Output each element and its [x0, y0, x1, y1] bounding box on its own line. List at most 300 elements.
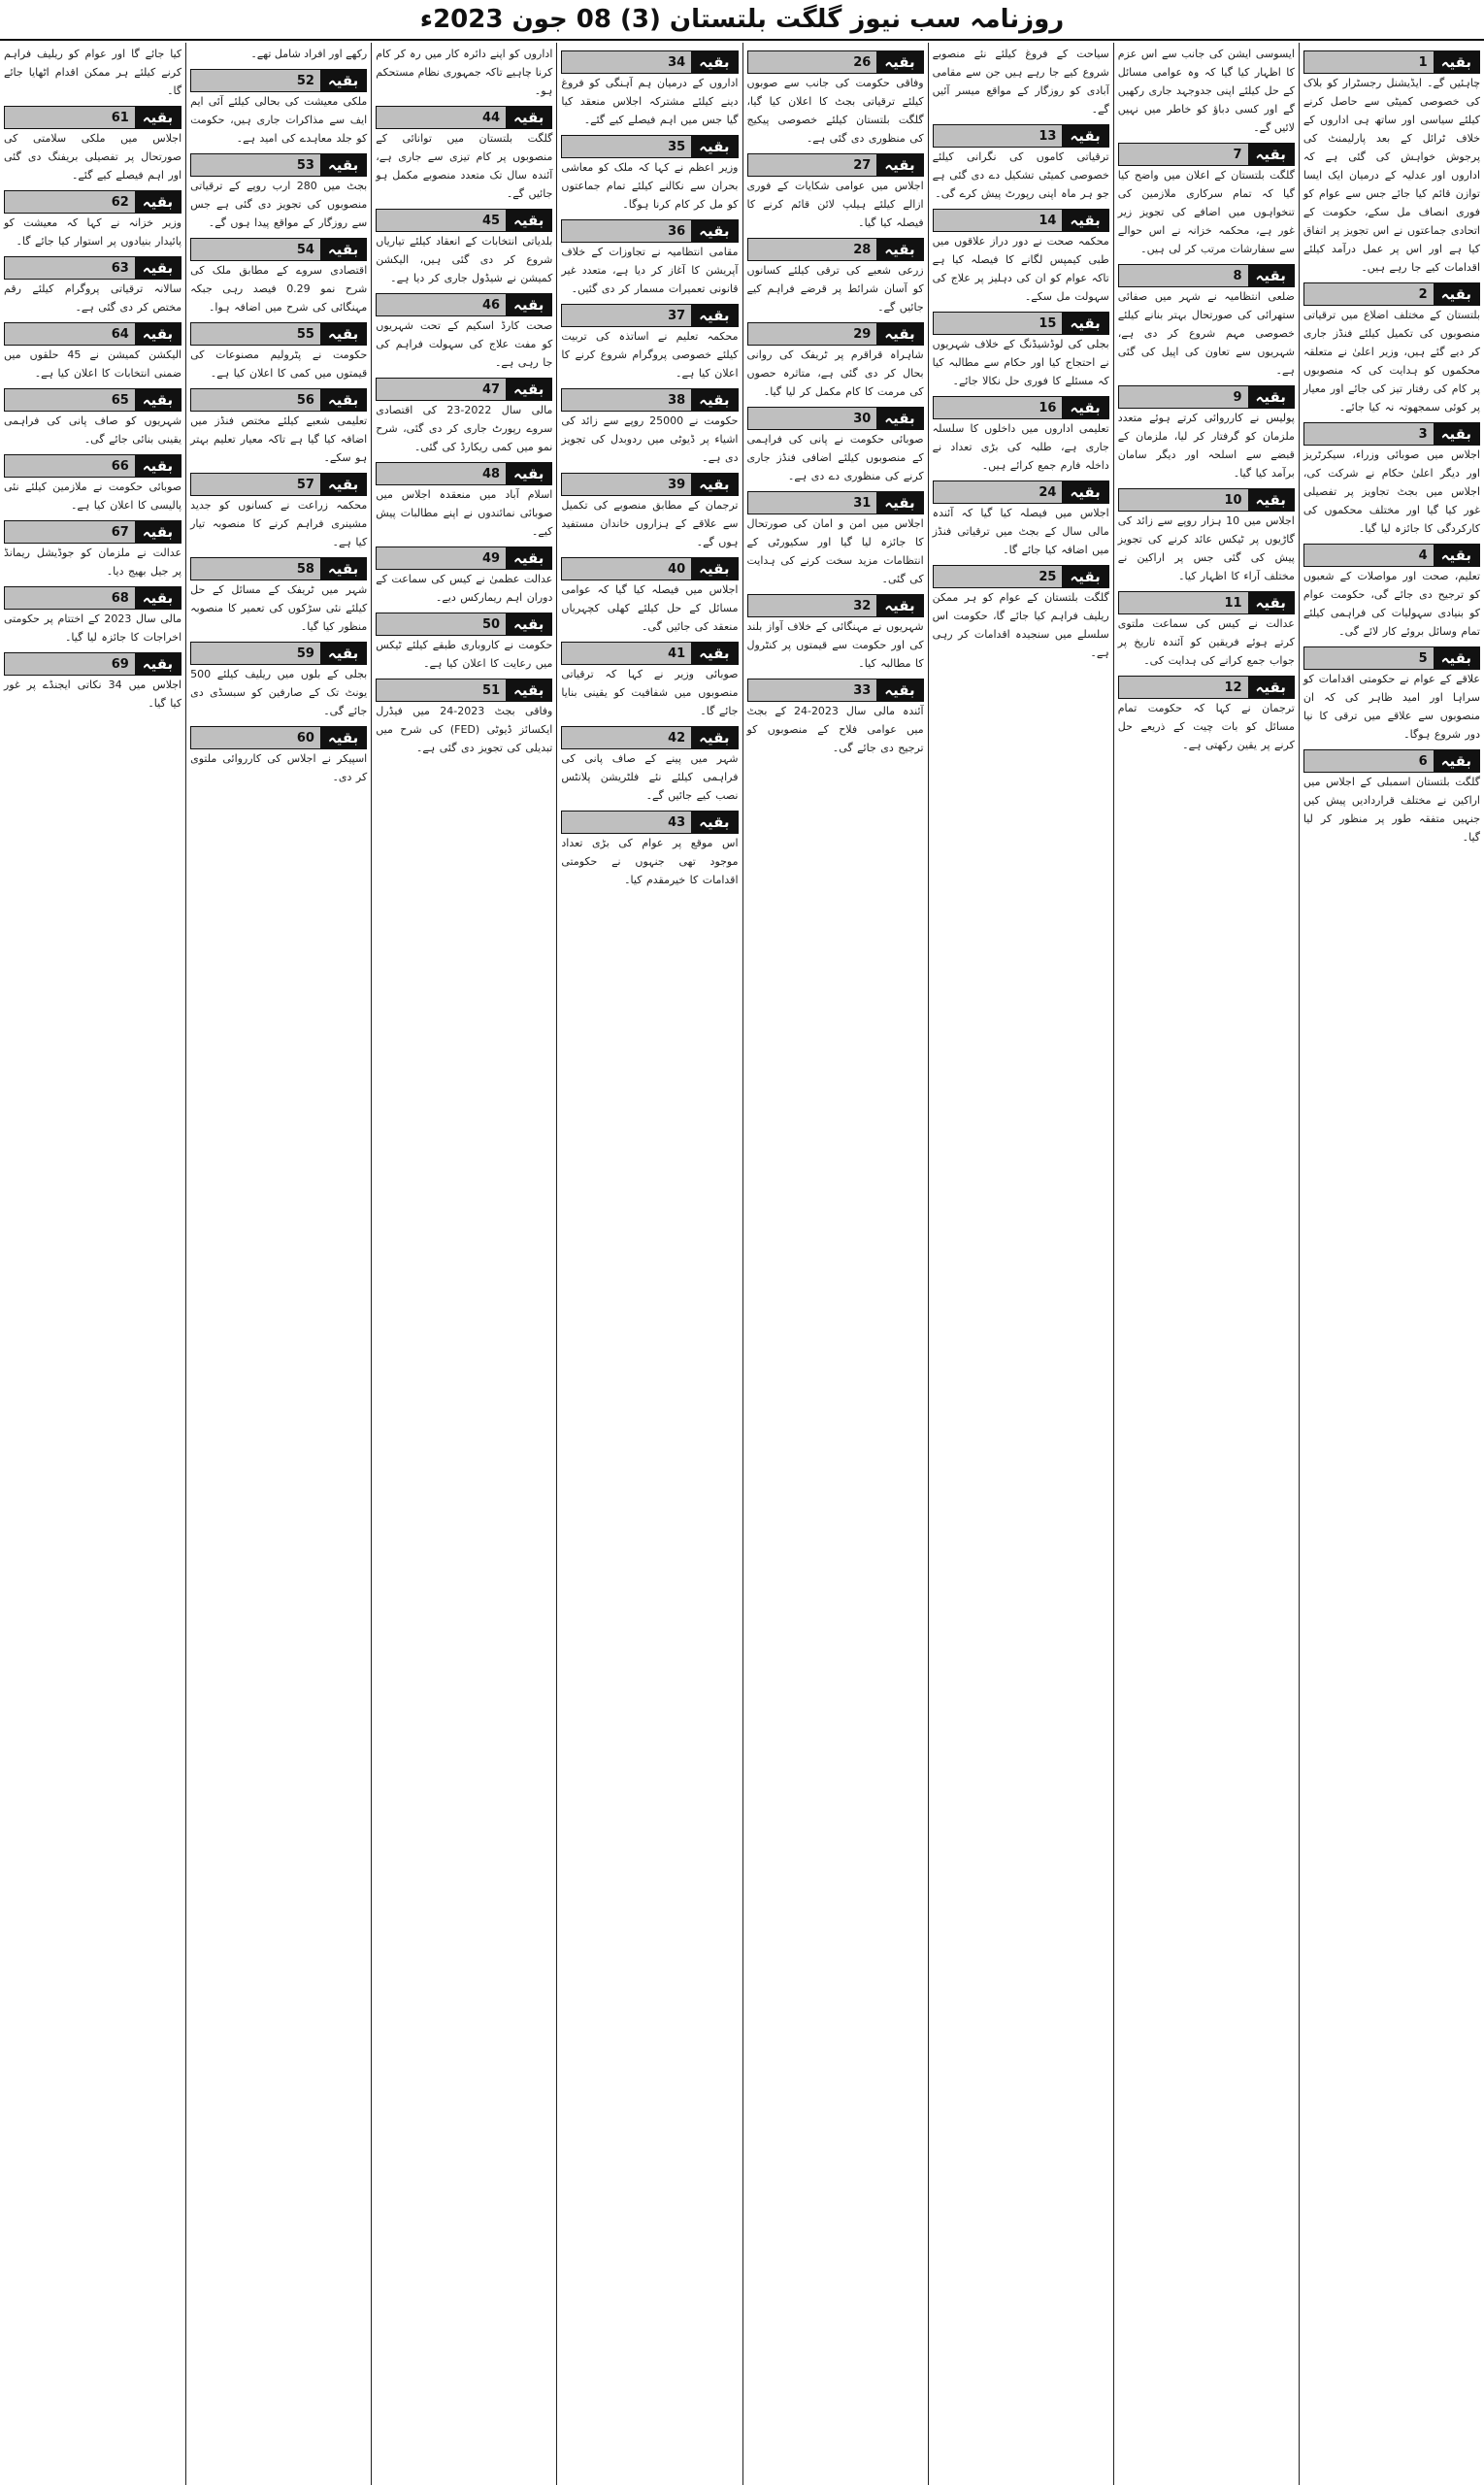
- continued-label: بقیہ: [691, 643, 737, 664]
- continued-body-text: اسلام آباد میں منعقدہ اجلاس میں صوبائی نمائندوں نے اپنے مطالبات پیش کیے۔: [376, 488, 553, 538]
- continued-number: 29: [748, 323, 877, 345]
- continued-number: 38: [562, 389, 691, 411]
- continuation-box: [1303, 422, 1480, 538]
- continued-number: 32: [748, 595, 877, 616]
- continued-badge: [561, 135, 738, 158]
- continued-body-text: شاہراہ قراقرم پر ٹریفک کی روانی بحال کر دی گئی ہے، متاثرہ حصوں کی مرمت کا کام مکمل کر لیا گیا۔: [746, 348, 924, 398]
- continued-number: 60: [191, 727, 320, 748]
- continued-number: 27: [748, 154, 877, 176]
- continuation-box: [4, 388, 181, 448]
- continued-body-text: بجلی کی لوڈشیڈنگ کے خلاف شہریوں نے احتجاج کیا اور حکام سے مطالبہ کیا کہ مسئلے کا فوری حل نکالا جائے۔: [932, 338, 1109, 387]
- continued-badge: [4, 454, 181, 478]
- continued-number: 41: [562, 643, 691, 664]
- continued-badge: [933, 312, 1109, 335]
- continuation-box: [4, 106, 181, 184]
- continued-badge: [376, 293, 552, 316]
- continued-body-text: زرعی شعبے کی ترقی کیلئے کسانوں کو آسان شرائط پر قرضے فراہم کیے جائیں گے۔: [746, 264, 924, 314]
- continuation-box: [933, 312, 1109, 390]
- continued-badge: [1118, 591, 1295, 614]
- continued-badge: [1303, 749, 1480, 773]
- continued-body-text: گلگت بلتستان کے اعلان میں واضح کیا گیا کہ تمام سرکاری ملازمین کی تنخواہوں میں اضافے کی تجویز زیر غور ہے، محکمہ خزانہ نے اس حوالے سے سفارشات مرتب کر لی ہیں۔: [1117, 169, 1295, 255]
- continued-number: 50: [377, 613, 506, 635]
- continued-badge: [1303, 50, 1480, 74]
- continued-number: 59: [191, 643, 320, 664]
- continued-badge: [1118, 264, 1295, 287]
- continued-body-text: عدالت نے کیس کی سماعت ملتوی کرتے ہوئے فریقین کو آئندہ تاریخ پر جواب جمع کرانے کی ہدایت کی۔: [1117, 617, 1295, 667]
- continued-label: بقیہ: [1434, 423, 1479, 445]
- continued-badge: [561, 473, 738, 496]
- continued-body-text: وزیر اعظم نے کہا کہ ملک کو معاشی بحران سے نکالنے کیلئے تمام جماعتوں کو مل کر کام کرنا ہوگا۔: [561, 161, 739, 211]
- continued-badge: [561, 219, 738, 243]
- continued-label: بقیہ: [1248, 386, 1294, 408]
- continued-label: بقیہ: [135, 389, 181, 411]
- continued-badge: [190, 238, 367, 261]
- continuation-box: [747, 153, 924, 232]
- continued-badge: [747, 594, 924, 617]
- continuation-box: [933, 480, 1109, 559]
- continued-number: 8: [1119, 265, 1248, 286]
- continued-number: 69: [5, 653, 135, 675]
- continuation-box: [1118, 264, 1295, 380]
- continued-label: بقیہ: [506, 294, 551, 315]
- continued-body-text: اجلاس میں 10 ہزار روپے سے زائد کی گاڑیوں پر ٹیکس عائد کرنے کی تجویز پیش کی گئی جس پر اراکین نے مختلف آراء کا اظہار کیا۔: [1117, 514, 1295, 582]
- continued-number: 47: [377, 379, 506, 400]
- continuation-box: [1118, 385, 1295, 482]
- continued-body-text: وزیر خزانہ نے کہا کہ معیشت کو پائیدار بنیادوں پر استوار کیا جائے گا۔: [4, 216, 182, 248]
- continued-number: 45: [377, 210, 506, 231]
- continued-badge: [376, 613, 552, 636]
- continued-number: 68: [5, 587, 135, 609]
- continued-badge: [190, 726, 367, 749]
- continuation-box: [376, 293, 552, 372]
- continued-label: بقیہ: [1434, 647, 1479, 669]
- continued-label: بقیہ: [1248, 265, 1294, 286]
- continued-label: بقیہ: [1248, 144, 1294, 165]
- column-8: [0, 43, 185, 2485]
- continued-badge: [561, 726, 738, 749]
- continued-number: 52: [191, 70, 320, 91]
- continued-body-text: محکمہ صحت نے دور دراز علاقوں میں طبی کیمپس لگانے کا فیصلہ کیا ہے تاکہ عوام کو ان کی دہلیز پر علاج کی سہولت مل سکے۔: [932, 235, 1109, 303]
- continued-label: بقیہ: [691, 305, 737, 326]
- continued-label: بقیہ: [135, 521, 181, 543]
- continued-number: 6: [1304, 750, 1434, 772]
- continued-body-text: حکومت نے پٹرولیم مصنوعات کی قیمتوں میں کمی کا اعلان کیا ہے۔: [190, 348, 368, 380]
- continued-badge: [561, 557, 738, 580]
- continued-label: بقیہ: [320, 323, 366, 345]
- continued-label: بقیہ: [320, 154, 366, 176]
- continued-label: بقیہ: [1248, 592, 1294, 613]
- continued-number: 5: [1304, 647, 1434, 669]
- continued-body-text: بلتستان کے مختلف اضلاع میں ترقیاتی منصوبوں کی تکمیل کیلئے فنڈز جاری کر دیے گئے ہیں، وزیر اعلیٰ نے متعلقہ محکموں کو ہدایت کی کہ منصوبوں پر کام کی رفتار تیز کی جائے اور معیار پر کوئی سمجھوتہ نہ کیا جائے۔: [1303, 309, 1480, 414]
- continued-body-text: تعلیمی اداروں میں داخلوں کا سلسلہ جاری ہے، طلبہ کی بڑی تعداد نے داخلہ فارم جمع کرائے ہیں۔: [932, 422, 1109, 472]
- continued-badge: [1303, 282, 1480, 306]
- continuation-box: [190, 69, 367, 148]
- continuation-box: [376, 106, 552, 203]
- continued-body-text: شہر میں ٹریفک کے مسائل کے حل کیلئے نئی سڑکوں کی تعمیر کا منصوبہ منظور کیا گیا۔: [190, 583, 368, 633]
- continued-label: بقیہ: [1248, 489, 1294, 511]
- continued-label: بقیہ: [135, 653, 181, 675]
- continued-body-text: حکومت نے 25000 روپے سے زائد کی اشیاء پر ڈیوٹی میں ردوبدل کی تجویز دی ہے۔: [561, 414, 739, 464]
- continued-badge: [190, 322, 367, 346]
- continuation-box: [376, 209, 552, 287]
- continued-badge: [190, 69, 367, 92]
- column-6: [371, 43, 556, 2485]
- continued-body-text: بجلی کے بلوں میں ریلیف کیلئے 500 یونٹ تک کے صارفین کو سبسڈی دی جائے گی۔: [190, 668, 368, 717]
- continued-number: 30: [748, 408, 877, 429]
- continued-badge: [376, 209, 552, 232]
- column-2: [1113, 43, 1299, 2485]
- continuation-box: [561, 726, 738, 805]
- continued-number: 7: [1119, 144, 1248, 165]
- continuation-box: [4, 652, 181, 712]
- column-lead-text: کیا جائے گا اور عوام کو ریلیف فراہم کرنے کیلئے ہر ممکن اقدام اٹھایا جائے گا۔: [4, 48, 182, 97]
- continued-label: بقیہ: [320, 727, 366, 748]
- continued-label: بقیہ: [691, 51, 737, 73]
- continuation-box: [561, 557, 738, 636]
- continued-label: بقیہ: [1434, 545, 1479, 566]
- continued-body-text: مقامی انتظامیہ نے تجاوزات کے خلاف آپریشن کا آغاز کر دیا ہے، متعدد غیر قانونی تعمیرات مسمار کر دی گئیں۔: [561, 246, 739, 295]
- continued-badge: [561, 304, 738, 327]
- continued-label: بقیہ: [1434, 283, 1479, 305]
- continued-body-text: چاہئیں گے۔ ایڈیشنل رجسٹرار کو بلاک کی خصوصی کمیٹی سے حاصل کرنے کیلئے سیاسی اور ساتھ ہی اداروں کے خلاف ٹرائل کے بعد پارلیمنٹ کی پرجوش خواہش کی گئی ہے کہ اداروں اور عدلیہ کے درمیان ایک ایسا توازن قائم کیا جائے جس سے عوام کو فوری انصاف مل سکے، حکومت کے اتحادی جماعتوں نے اس تجویز پر اتفاق کیا ہے اور اس پر عمل درآمد کیلئے اقدامات کیے جا رہے ہیں۔: [1303, 77, 1480, 274]
- continuation-box: [561, 219, 738, 298]
- continued-label: بقیہ: [1062, 313, 1107, 334]
- continued-label: بقیہ: [691, 220, 737, 242]
- continued-number: 36: [562, 220, 691, 242]
- continued-badge: [561, 388, 738, 412]
- continued-number: 15: [934, 313, 1063, 334]
- continuation-box: [1303, 749, 1480, 846]
- continuation-box: [1303, 282, 1480, 416]
- continued-label: بقیہ: [691, 812, 737, 833]
- continuation-box: [747, 679, 924, 757]
- continued-number: 16: [934, 397, 1063, 418]
- continuation-box: [561, 642, 738, 720]
- continuation-box: [190, 238, 367, 316]
- continued-body-text: آئندہ مالی سال 2023-24 کے بجٹ میں عوامی فلاح کے منصوبوں کو ترجیح دی جائے گی۔: [746, 705, 924, 754]
- continued-number: 4: [1304, 545, 1434, 566]
- continued-number: 62: [5, 191, 135, 213]
- continued-label: بقیہ: [1434, 51, 1479, 73]
- continued-label: بقیہ: [1248, 677, 1294, 698]
- continued-number: 1: [1304, 51, 1434, 73]
- masthead-title: روزنامہ سب نیوز گلگت بلتستان (3) 08 جون 2023ء: [419, 5, 1065, 34]
- continued-number: 42: [562, 727, 691, 748]
- continued-body-text: اس موقع پر عوام کی بڑی تعداد موجود تھی جنہوں نے حکومتی اقدامات کا خیرمقدم کیا۔: [561, 837, 739, 886]
- continued-label: بقیہ: [506, 463, 551, 484]
- continued-number: 13: [934, 125, 1063, 147]
- column-1: [1299, 43, 1484, 2485]
- continued-number: 2: [1304, 283, 1434, 305]
- continued-number: 31: [748, 492, 877, 514]
- continuation-box: [933, 209, 1109, 306]
- continued-label: بقیہ: [1062, 566, 1107, 587]
- continuation-box: [4, 190, 181, 250]
- continued-number: 25: [934, 566, 1063, 587]
- column-lead-text: اداروں کو اپنے دائرہ کار میں رہ کر کام کرنا چاہیے تاکہ جمہوری نظام مستحکم ہو۔: [376, 48, 553, 97]
- continued-number: 11: [1119, 592, 1248, 613]
- continued-label: بقیہ: [320, 558, 366, 580]
- continuation-box: [561, 811, 738, 889]
- continued-badge: [747, 153, 924, 177]
- continued-body-text: بلدیاتی انتخابات کے انعقاد کیلئے تیاریاں شروع کر دی گئی ہیں، الیکشن کمیشن نے شیڈول جاری کر دیا ہے۔: [376, 235, 553, 284]
- continued-label: بقیہ: [1062, 481, 1107, 503]
- continued-badge: [933, 396, 1109, 419]
- continued-body-text: بجٹ میں 280 ارب روپے کے ترقیاتی منصوبوں کی تجویز دی گئی ہے جس سے روزگار کے مواقع پیدا ہوں گے۔: [190, 180, 368, 229]
- column-3: [928, 43, 1113, 2485]
- continued-number: 58: [191, 558, 320, 580]
- continuation-box: [561, 388, 738, 467]
- continued-badge: [376, 462, 552, 485]
- continued-body-text: اجلاس میں عوامی شکایات کے فوری ازالے کیلئے ہیلپ لائن قائم کرنے کا فیصلہ کیا گیا۔: [746, 180, 924, 229]
- continuation-box: [1303, 646, 1480, 744]
- continued-badge: [190, 388, 367, 412]
- continued-label: بقیہ: [320, 70, 366, 91]
- continuation-box: [747, 491, 924, 588]
- continued-number: 12: [1119, 677, 1248, 698]
- continued-number: 34: [562, 51, 691, 73]
- continued-badge: [4, 322, 181, 346]
- continued-body-text: اجلاس میں فیصلہ کیا گیا کہ عوامی مسائل کے حل کیلئے کھلی کچہریاں منعقد کی جائیں گی۔: [561, 583, 739, 633]
- continued-badge: [4, 106, 181, 129]
- continued-label: بقیہ: [135, 587, 181, 609]
- continued-number: 51: [377, 679, 506, 701]
- continuation-box: [1303, 50, 1480, 277]
- continued-number: 43: [562, 812, 691, 833]
- continued-body-text: سالانہ ترقیاتی پروگرام کیلئے رقم مختص کر دی گئی ہے۔: [4, 282, 182, 314]
- continued-body-text: صوبائی وزیر نے کہا کہ ترقیاتی منصوبوں میں شفافیت کو یقینی بنایا جائے گا۔: [561, 668, 739, 717]
- continuation-box: [190, 473, 367, 551]
- continued-label: بقیہ: [876, 408, 922, 429]
- continuation-box: [4, 256, 181, 316]
- continued-badge: [933, 565, 1109, 588]
- continued-label: بقیہ: [135, 257, 181, 279]
- continuation-box: [1118, 591, 1295, 670]
- continued-label: بقیہ: [691, 474, 737, 495]
- continuation-box: [933, 124, 1109, 203]
- continued-badge: [1118, 676, 1295, 699]
- continued-body-text: تعلیم، صحت اور مواصلات کے شعبوں کو ترجیح دی جائے گی، حکومت عوام کو بنیادی سہولیات کی فراہمی کیلئے تمام وسائل بروئے کار لائے گی۔: [1303, 570, 1480, 638]
- continued-body-text: صحت کارڈ اسکیم کے تحت شہریوں کو مفت علاج کی سہولت فراہم کی جا رہی ہے۔: [376, 319, 553, 369]
- continued-number: 56: [191, 389, 320, 411]
- continuation-box: [561, 135, 738, 214]
- continued-label: بقیہ: [320, 239, 366, 260]
- continued-badge: [1118, 143, 1295, 166]
- continuation-box: [4, 454, 181, 514]
- continued-badge: [376, 378, 552, 401]
- continued-label: بقیہ: [506, 379, 551, 400]
- continued-number: 57: [191, 474, 320, 495]
- continued-label: بقیہ: [320, 389, 366, 411]
- continued-body-text: شہریوں کو صاف پانی کی فراہمی یقینی بنائی جائے گی۔: [4, 414, 182, 446]
- continued-body-text: شہر میں پینے کے صاف پانی کی فراہمی کیلئے نئے فلٹریشن پلانٹس نصب کیے جائیں گے۔: [561, 752, 739, 802]
- continued-body-text: پولیس نے کارروائی کرتے ہوئے متعدد ملزمان کو گرفتار کر لیا، ملزمان کے قبضے سے اسلحہ اور دیگر سامان برآمد کیا گیا۔: [1117, 412, 1295, 480]
- continued-label: بقیہ: [1062, 397, 1107, 418]
- continued-badge: [747, 491, 924, 514]
- continuation-box: [561, 473, 738, 551]
- continuation-box: [1118, 676, 1295, 754]
- continued-label: بقیہ: [1062, 125, 1107, 147]
- continued-number: 49: [377, 547, 506, 569]
- continued-body-text: وفاقی حکومت کی جانب سے صوبوں کیلئے ترقیاتی بجٹ کا اعلان کیا گیا، گلگت بلتستان کیلئے خصوصی پیکیج کی منظوری دی گئی ہے۔: [746, 77, 924, 145]
- continuation-box: [190, 153, 367, 232]
- continuation-box: [747, 322, 924, 401]
- continued-badge: [190, 153, 367, 177]
- continued-label: بقیہ: [135, 107, 181, 128]
- continued-body-text: ملکی معیشت کی بحالی کیلئے آئی ایم ایف سے مذاکرات جاری ہیں، حکومت کو جلد معاہدے کی امید ہے۔: [190, 95, 368, 145]
- column-lead-text: سیاحت کے فروغ کیلئے نئے منصوبے شروع کیے جا رہے ہیں جن سے مقامی آبادی کو روزگار کے مواقع میسر آئیں گے۔: [932, 48, 1109, 116]
- continued-label: بقیہ: [135, 455, 181, 477]
- continued-body-text: گلگت بلتستان میں توانائی کے منصوبوں پر کام تیزی سے جاری ہے، آئندہ سال تک متعدد منصوبے مکمل ہو جائیں گے۔: [376, 132, 553, 200]
- continued-number: 53: [191, 154, 320, 176]
- continued-number: 39: [562, 474, 691, 495]
- continued-label: بقیہ: [876, 239, 922, 260]
- continued-label: بقیہ: [876, 595, 922, 616]
- continued-badge: [1303, 422, 1480, 446]
- continued-number: 35: [562, 136, 691, 157]
- continued-badge: [4, 190, 181, 214]
- continuation-box: [190, 642, 367, 720]
- continued-body-text: محکمہ تعلیم نے اساتذہ کی تربیت کیلئے خصوصی پروگرام شروع کرنے کا اعلان کیا ہے۔: [561, 330, 739, 380]
- continued-label: بقیہ: [320, 643, 366, 664]
- continued-badge: [561, 811, 738, 834]
- continued-body-text: شہریوں نے مہنگائی کے خلاف آواز بلند کی اور حکومت سے قیمتوں پر کنٹرول کا مطالبہ کیا۔: [746, 620, 924, 670]
- continued-badge: [190, 557, 367, 580]
- continued-number: 24: [934, 481, 1063, 503]
- continued-badge: [1303, 646, 1480, 670]
- continued-number: 10: [1119, 489, 1248, 511]
- continued-number: 44: [377, 107, 506, 128]
- continued-number: 67: [5, 521, 135, 543]
- continued-badge: [933, 209, 1109, 232]
- continued-label: بقیہ: [876, 51, 922, 73]
- column-5: [556, 43, 742, 2485]
- continued-body-text: علاقے کے عوام نے حکومتی اقدامات کو سراہا اور امید ظاہر کی کہ ان منصوبوں سے علاقے میں ترقی کا نیا دور شروع ہوگا۔: [1303, 673, 1480, 741]
- continued-label: بقیہ: [691, 389, 737, 411]
- continued-badge: [747, 679, 924, 702]
- continued-number: 26: [748, 51, 877, 73]
- column-7: [185, 43, 371, 2485]
- continued-body-text: ترجمان نے کہا کہ حکومت تمام مسائل کو بات چیت کے ذریعے حل کرنے پر یقین رکھتی ہے۔: [1117, 702, 1295, 751]
- continued-badge: [376, 547, 552, 570]
- continued-body-text: اجلاس میں امن و امان کی صورتحال کا جائزہ لیا گیا اور سکیورٹی کے انتظامات مزید سخت کرنے کی ہدایت کی گئی۔: [746, 517, 924, 585]
- continuation-box: [747, 238, 924, 316]
- continued-body-text: عدالت عظمیٰ نے کیس کی سماعت کے دوران اہم ریمارکس دیے۔: [376, 573, 553, 604]
- continued-badge: [747, 50, 924, 74]
- continued-label: بقیہ: [320, 474, 366, 495]
- continued-body-text: تعلیمی شعبے کیلئے مختص فنڈز میں اضافہ کیا گیا ہے تاکہ معیار تعلیم بہتر ہو سکے۔: [190, 414, 368, 464]
- continued-badge: [4, 256, 181, 280]
- continuation-box: [376, 679, 552, 757]
- columns-grid: [0, 43, 1484, 2485]
- continued-body-text: اجلاس میں 34 نکاتی ایجنڈے پر غور کیا گیا۔: [4, 679, 182, 710]
- continuation-box: [376, 613, 552, 673]
- continued-body-text: اجلاس میں ملکی سلامتی کی صورتحال پر تفصیلی بریفنگ دی گئی اور اہم فیصلے کیے گئے۔: [4, 132, 182, 182]
- column-lead-text: ایسوسی ایشن کی جانب سے اس عزم کا اظہار کیا گیا کہ وہ عوامی مسائل کے حل کیلئے اپنی جدوجہد جاری رکھیں گے اور کسی دباؤ کو خاطر میں نہیں لائیں گے۔: [1117, 48, 1295, 134]
- continued-label: بقیہ: [1434, 750, 1479, 772]
- continued-number: 28: [748, 239, 877, 260]
- continued-body-text: حکومت نے کاروباری طبقے کیلئے ٹیکس میں رعایت کا اعلان کیا ہے۔: [376, 639, 553, 670]
- continued-label: بقیہ: [135, 191, 181, 213]
- continuation-box: [561, 50, 738, 129]
- continued-badge: [1118, 385, 1295, 409]
- continued-body-text: ترجمان کے مطابق منصوبے کی تکمیل سے علاقے کے ہزاروں خاندان مستفید ہوں گے۔: [561, 499, 739, 548]
- continued-badge: [4, 652, 181, 676]
- continued-number: 3: [1304, 423, 1434, 445]
- continuation-box: [933, 565, 1109, 662]
- continued-body-text: صوبائی حکومت نے پانی کی فراہمی کے منصوبوں کیلئے اضافی فنڈز جاری کرنے کی منظوری دے دی ہے۔: [746, 433, 924, 482]
- continued-badge: [4, 586, 181, 610]
- continued-label: بقیہ: [691, 136, 737, 157]
- continued-number: 33: [748, 679, 877, 701]
- continued-number: 14: [934, 210, 1063, 231]
- continued-label: بقیہ: [691, 727, 737, 748]
- continued-number: 37: [562, 305, 691, 326]
- continued-badge: [561, 50, 738, 74]
- continued-body-text: محکمہ زراعت نے کسانوں کو جدید مشینری فراہم کرنے کا منصوبہ تیار کیا ہے۔: [190, 499, 368, 548]
- continued-label: بقیہ: [506, 547, 551, 569]
- continued-body-text: اقتصادی سروے کے مطابق ملک کی شرح نمو 0.29 فیصد رہی جبکہ مہنگائی کی شرح میں اضافہ ہوا۔: [190, 264, 368, 314]
- continuation-box: [747, 594, 924, 673]
- continued-label: بقیہ: [876, 492, 922, 514]
- continued-label: بقیہ: [506, 107, 551, 128]
- continued-body-text: ترقیاتی کاموں کی نگرانی کیلئے خصوصی کمیٹی تشکیل دے دی گئی ہے جو ہر ماہ اپنی رپورٹ پیش کرے گی۔: [932, 150, 1109, 200]
- continued-number: 66: [5, 455, 135, 477]
- masthead: [0, 0, 1484, 41]
- continued-badge: [933, 480, 1109, 504]
- continuation-box: [1118, 143, 1295, 258]
- continued-number: 48: [377, 463, 506, 484]
- continuation-box: [4, 586, 181, 646]
- continuation-box: [747, 407, 924, 485]
- continuation-box: [376, 547, 552, 607]
- continuation-box: [561, 304, 738, 382]
- continued-number: 54: [191, 239, 320, 260]
- continued-body-text: مالی سال 2023 کے اختتام پر حکومتی اخراجات کا جائزہ لیا گیا۔: [4, 613, 182, 644]
- continuation-box: [190, 557, 367, 636]
- continuation-box: [190, 726, 367, 786]
- continued-badge: [747, 407, 924, 430]
- continued-body-text: الیکشن کمیشن نے 45 حلقوں میں ضمنی انتخابات کا اعلان کیا ہے۔: [4, 348, 182, 380]
- continued-badge: [747, 322, 924, 346]
- continued-label: بقیہ: [876, 679, 922, 701]
- continued-body-text: اسپیکر نے اجلاس کی کارروائی ملتوی کر دی۔: [190, 752, 368, 783]
- continued-number: 65: [5, 389, 135, 411]
- continued-label: بقیہ: [135, 323, 181, 345]
- continued-body-text: صوبائی حکومت نے ملازمین کیلئے نئی پالیسی کا اعلان کیا ہے۔: [4, 480, 182, 512]
- continued-number: 63: [5, 257, 135, 279]
- continuation-box: [4, 520, 181, 580]
- continued-body-text: گلگت بلتستان اسمبلی کے اجلاس میں اراکین نے مختلف قراردادیں پیش کیں جنہیں متفقہ طور پر منظور کر لیا گیا۔: [1303, 776, 1480, 844]
- continued-body-text: اجلاس میں فیصلہ کیا گیا کہ آئندہ مالی سال کے بجٹ میں ترقیاتی فنڈز میں اضافہ کیا جائے گا۔: [932, 507, 1109, 556]
- continued-number: 40: [562, 558, 691, 580]
- continuation-box: [1303, 544, 1480, 641]
- continued-badge: [1303, 544, 1480, 567]
- continued-badge: [4, 520, 181, 544]
- continued-label: بقیہ: [876, 323, 922, 345]
- continued-number: 55: [191, 323, 320, 345]
- continuation-box: [376, 462, 552, 541]
- continued-label: بقیہ: [691, 558, 737, 580]
- continued-badge: [376, 679, 552, 702]
- continuation-box: [190, 322, 367, 382]
- continued-body-text: ضلعی انتظامیہ نے شہر میں صفائی ستھرائی کی صورتحال بہتر بنانے کیلئے خصوصی مہم شروع کر دی ہے، شہریوں سے تعاون کی اپیل کی گئی ہے۔: [1117, 290, 1295, 377]
- continued-body-text: گلگت بلتستان کے عوام کو ہر ممکن ریلیف فراہم کیا جائے گا، حکومت اس سلسلے میں سنجیدہ اقدامات کر رہی ہے۔: [932, 591, 1109, 659]
- continued-badge: [561, 642, 738, 665]
- continuation-box: [933, 396, 1109, 475]
- continued-body-text: اجلاس میں صوبائی وزراء، سیکرٹریز اور دیگر اعلیٰ حکام نے شرکت کی، اجلاس میں بجٹ تجاویز پر تفصیلی غور کیا گیا اور مختلف محکموں کی کارکردگی کا جائزہ لیا گیا۔: [1303, 448, 1480, 535]
- continued-body-text: اداروں کے درمیان ہم آہنگی کو فروغ دینے کیلئے مشترکہ اجلاس منعقد کیا گیا جس میں اہم فیصلے کیے گئے۔: [561, 77, 739, 126]
